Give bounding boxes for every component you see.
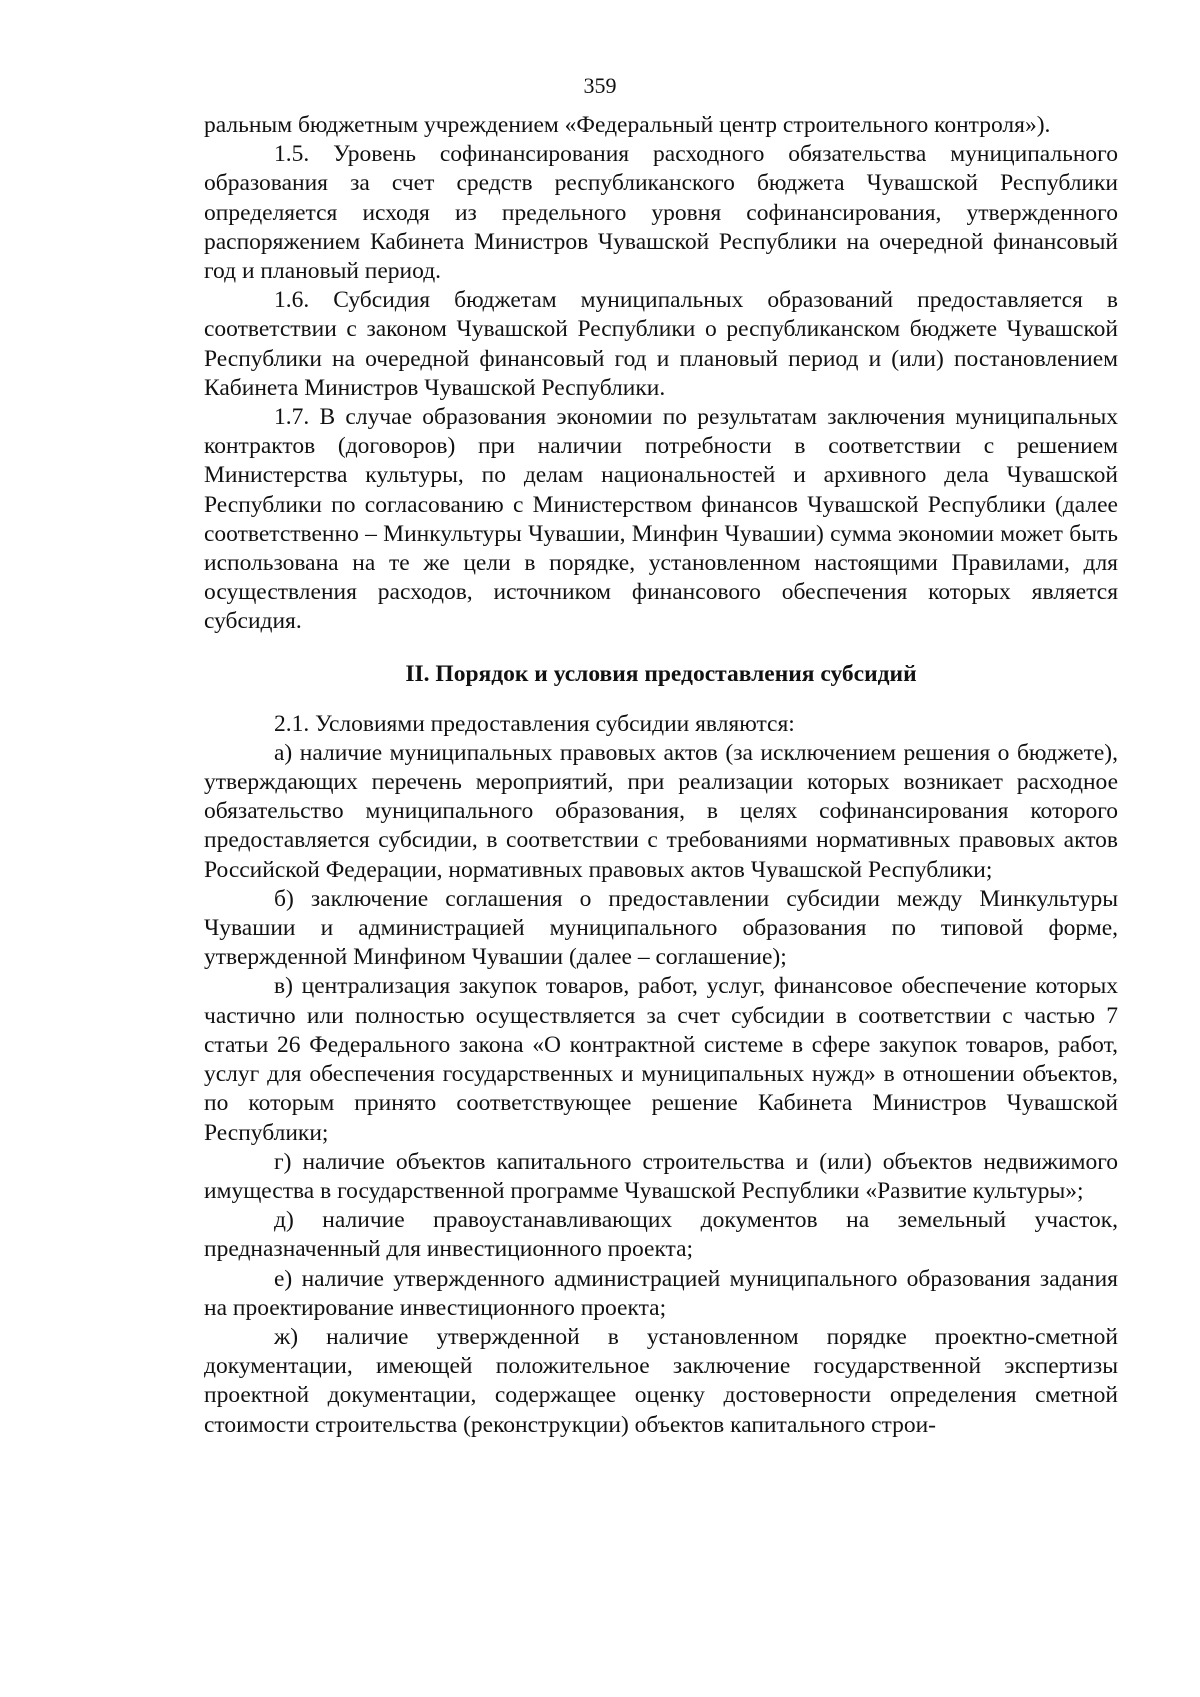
paragraph-condition-d: д) наличие правоустанавливающих документов на земельный участок, предназначенный для инвестиционного проекта;	[204, 1207, 1118, 1263]
paragraph-condition-g: г) наличие объектов капитального строительства и (или) объектов недвижимого имущества в государственной программе Чувашской Республики «Развитие культуры»;	[204, 1148, 1118, 1204]
paragraph-1-5: 1.5. Уровень софинансирования расходного обязательства муниципального образования за счет средств республиканского бюджета Чувашской Республики определяется исходя из предельного уровня софинансирования, утвержденного распоряжением Кабинета Министров Чувашской Республики на очередной финансовый год и плановый период.	[204, 141, 1118, 285]
document-body	[204, 111, 1118, 1440]
section-heading: II. Порядок и условия предоставления субсидий	[405, 660, 917, 687]
page-number: 359	[583, 73, 617, 98]
paragraph-1-7: 1.7. В случае образования экономии по результатам заключения муниципальных контрактов (договоров) при наличии потребности в соответствии с решением Министерства культуры, по делам национальностей и архивного дела Чувашской Республики по согласованию с Министерством финансов Чувашской Республики (далее соответственно – Минкультуры Чувашии, Минфин Чувашии) сумма экономии может быть использована на те же цели в порядке, установленном настоящими Правилами, для осуществления расходов, источником финансового обеспечения которых является субсидия.	[204, 404, 1118, 635]
paragraph-condition-e: е) наличие утвержденного администрацией муниципального образования задания на проектирование инвестиционного проекта;	[204, 1265, 1118, 1321]
paragraph-condition-b: б) заключение соглашения о предоставлении субсидии между Минкультуры Чувашии и администрацией муниципального образования по типовой форме, утвержденной Минфином Чувашии (далее – соглашение);	[204, 885, 1118, 971]
paragraph-2-1: 2.1. Условиями предоставления субсидии являются:	[274, 710, 795, 737]
paragraph-1-6: 1.6. Субсидия бюджетам муниципальных образований предоставляется в соответствии с законом Чувашской Республики о республиканском бюджете Чувашской Республики на очередной финансовый год и плановый период и (или) постановлением Кабинета Министров Чувашской Республики.	[204, 287, 1118, 401]
paragraph-condition-v: в) централизация закупок товаров, работ, услуг, финансовое обеспечение которых частично или полностью осуществляется за счет субсидии в соответствии с частью 7 статьи 26 Федерального закона «О контрактной системе в сфере закупок товаров, работ, услуг для обеспечения государственных и муниципальных нужд» в отношении объектов, по которым принято соответствующее решение Кабинета Министров Чувашской Республики;	[204, 973, 1118, 1146]
paragraph-condition-a: а) наличие муниципальных правовых актов (за исключением решения о бюджете), утверждающих перечень мероприятий, при реализации которых возникает расходное обязательство муниципального образования, в целях софинансирования которого предоставляется субсидии, в соответствии с требованиями нормативных правовых актов Российской Федерации, нормативных правовых актов Чувашской Республики;	[204, 739, 1118, 883]
paragraph-condition-zh: ж) наличие утвержденной в установленном порядке проектно-сметной документации, имеющей положительное заключение государственной экспертизы проектной документации, содержащее оценку достоверности определения сметной стоимости строительства (реконструкции) объектов капитального строи-	[204, 1323, 1118, 1438]
paragraph-continuation: ральным бюджетным учреждением «Федеральный центр строительного контроля»).	[204, 112, 1051, 138]
